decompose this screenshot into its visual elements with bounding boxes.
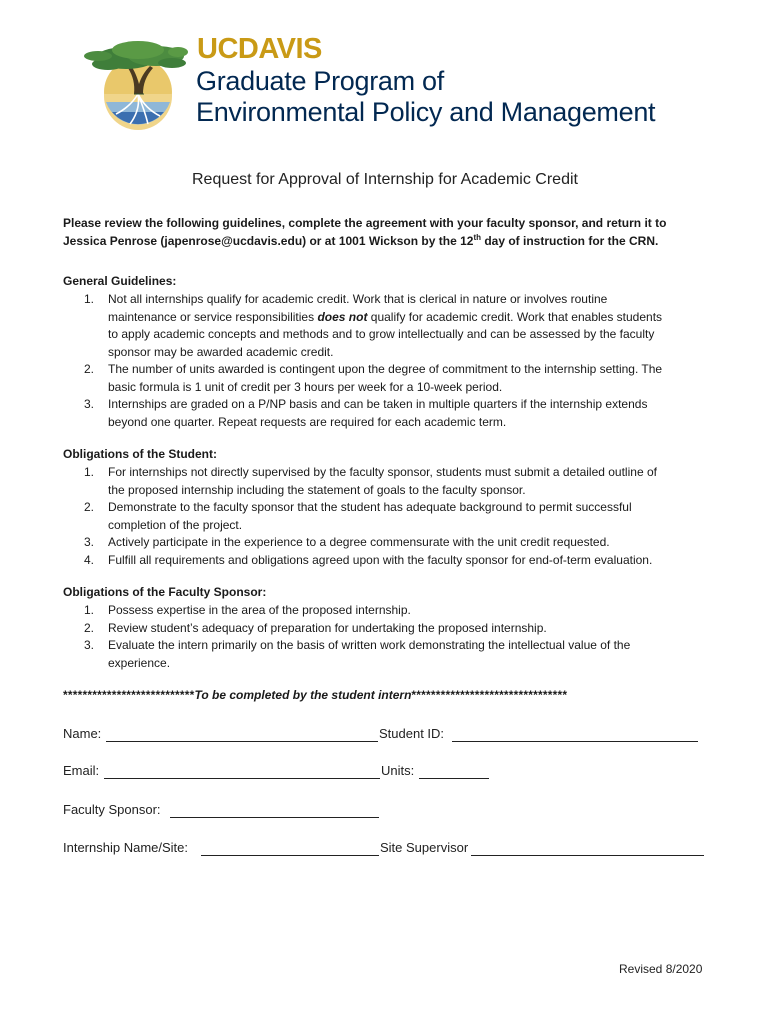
list-item: 3. Actively participate in the experience to a degree commensurate with the unit credit requested. (84, 535, 610, 549)
list-item-continued: beyond one quarter. Repeat requests are required for each academic term. (108, 414, 507, 429)
list-item-continued: to apply academic concepts and methods and to grow intellectually and can be assessed by the faculty (108, 327, 655, 341)
program-name-line-1: Graduate Program of (196, 66, 444, 96)
list-item: 4. Fulfill all requirements and obligations agreed upon with the faculty sponsor for end-of-term evaluation. (84, 552, 653, 567)
list-item-continued: maintenance or service responsibilities does not qualify for academic credit. Work that enables students (108, 309, 663, 324)
intro-line-2: Jessica Penrose (japenrose@ucdavis.edu) or at 1001 Wickson by the 12th day of instruction for the CRN. (63, 233, 659, 248)
name-label: Name: (63, 726, 102, 741)
list-item: 2. Demonstrate to the faculty sponsor that the student has adequate background to permit successful (84, 500, 632, 514)
sponsor-obligations-list (84, 602, 631, 672)
list-item: 1. Possess expertise in the area of the proposed internship. (84, 603, 411, 617)
general-guidelines-heading: General Guidelines: (63, 274, 177, 288)
student-section-separator: ***************************To be completed by the student intern******************************** (63, 688, 568, 702)
brand-wordmark: UCDAVIS (197, 33, 322, 65)
list-item: 3. Evaluate the intern primarily on the basis of written work demonstrating the intellectual value of the (84, 638, 631, 652)
list-item: 3. Internships are graded on a P/NP basis and can be taken in multiple quarters if the internship extends (84, 397, 648, 411)
student-obligations-list (84, 464, 657, 569)
page-title: Request for Approval of Internship for Academic Credit (192, 171, 578, 188)
units-field[interactable] (419, 778, 489, 779)
list-item-continued: the proposed internship including the statement of goals to the faculty sponsor. (108, 482, 526, 497)
list-item: 2. The number of units awarded is contingent upon the degree of commitment to the internship setting. The (84, 362, 663, 376)
ordinal-superscript: th (473, 233, 481, 242)
email-label: Email: (63, 763, 100, 778)
site-supervisor-field[interactable] (471, 855, 704, 856)
list-item: 1. For internships not directly supervised by the faculty sponsor, students must submit a detailed outline of (84, 465, 657, 479)
revision-date: Revised 8/2020 (619, 962, 703, 976)
internship-site-field[interactable] (201, 855, 379, 856)
list-item-continued: sponsor may be awarded academic credit. (108, 344, 334, 359)
units-label: Units: (381, 763, 415, 778)
list-item-continued: experience. (108, 655, 171, 670)
email-field[interactable] (104, 778, 380, 779)
program-name-line-2: Environmental Policy and Management (196, 97, 656, 127)
general-guidelines-list (84, 291, 663, 431)
student-obligations-heading: Obligations of the Student: (63, 447, 217, 461)
faculty-sponsor-field[interactable] (170, 817, 379, 818)
list-item: 1. Not all internships qualify for academic credit. Work that is clerical in nature or involves routine (84, 292, 608, 306)
sponsor-obligations-heading: Obligations of the Faculty Sponsor: (63, 585, 267, 599)
internship-site-label: Internship Name/Site: (63, 840, 189, 855)
site-supervisor-label: Site Supervisor (380, 840, 469, 855)
oak-tree-logo-icon (78, 36, 190, 132)
list-item: 2. Review student’s adequacy of preparation for undertaking the proposed internship. (84, 620, 547, 635)
faculty-sponsor-label: Faculty Sponsor: (63, 802, 161, 817)
list-item-continued: completion of the project. (108, 517, 243, 532)
intro-line-1: Please review the following guidelines, complete the agreement with your faculty sponsor, and return it to (63, 216, 667, 230)
name-field[interactable] (106, 741, 378, 742)
student-id-label: Student ID: (379, 726, 445, 741)
student-id-field[interactable] (452, 741, 698, 742)
list-item-continued: basic formula is 1 unit of credit per 3 hours per week for a 10-week period. (108, 379, 503, 394)
emphasis-does-not: does not (317, 309, 368, 324)
